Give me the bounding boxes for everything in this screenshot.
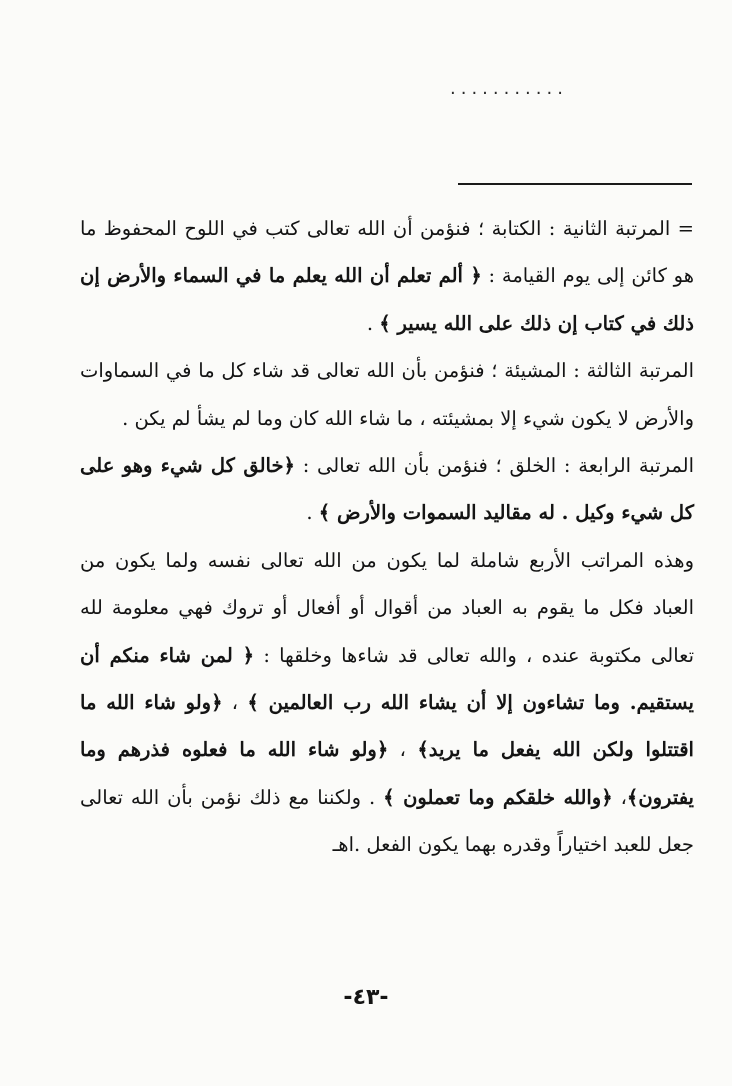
paragraph-creation [80, 442, 694, 537]
text-segment: ، [222, 691, 248, 715]
text-segment: . [306, 501, 319, 525]
quran-verse: ﴿ولو شاء الله ما فعلوه فذرهم وما يفترون﴾ [80, 738, 694, 809]
header-dots: ........... [450, 78, 568, 99]
text-segment: وهذه المراتب الأربع شاملة لما يكون من الله تعالى نفسه ولما يكون من العباد فكل ما يقوم به العباد من أقوال أو أفعال أو تروك فهي معلومة لله تعالى مكتوبة عنده ، والله تعالى قد شاءها وخلقها : [80, 548, 695, 667]
body-text [80, 205, 694, 869]
text-segment: المرتبة الثالثة : المشيئة ؛ فنؤمن بأن الله تعالى قد شاء كل ما في السماوات والأرض لا يكون شيء إلا بمشيئته ، ما شاء الله كان وما لم يشأ لم يكن . [80, 359, 694, 430]
text-segment: . [366, 311, 380, 335]
quran-verse: ﴿خالق كل شيء وهو على كل شيء وكيل . له مقاليد السموات والأرض ﴾ [80, 454, 694, 525]
quran-verse: ﴿والله خلقكم وما تعملون ﴾ [383, 785, 613, 809]
header-rule [458, 183, 692, 185]
quran-verse: ﴿ ألم تعلم أن الله يعلم ما في السماء والأرض إن ذلك في كتاب إن ذلك على الله يسير ﴾ [80, 264, 694, 335]
quran-verse: ﴿ لمن شاء منكم أن يستقيم. وما تشاءون إلا أن يشاء الله رب العالمين ﴾ [80, 643, 694, 715]
text-segment: = المرتبة الثانية : الكتابة ؛ فنؤمن أن الله تعالى كتب في اللوح المحفوظ ما هو كائن إلى يوم القيامة : [80, 217, 695, 288]
text-segment: ، [388, 738, 418, 762]
paragraph-writing [80, 205, 694, 347]
page-number: -٤٣- [343, 985, 389, 1010]
text-segment: . ولكننا مع ذلك نؤمن بأن الله تعالى جعل للعبد اختياراً وقدره بهما يكون الفعل .اهـ [80, 785, 694, 857]
paragraph-summary [80, 537, 694, 869]
paragraph-will [80, 347, 694, 442]
quran-verse: ﴿ولو شاء الله ما اقتتلوا ولكن الله يفعل ما يريد﴾ [80, 691, 694, 762]
text-segment: ، [612, 785, 627, 809]
text-segment: المرتبة الرابعة : الخلق ؛ فنؤمن بأن الله تعالى : [294, 454, 695, 478]
